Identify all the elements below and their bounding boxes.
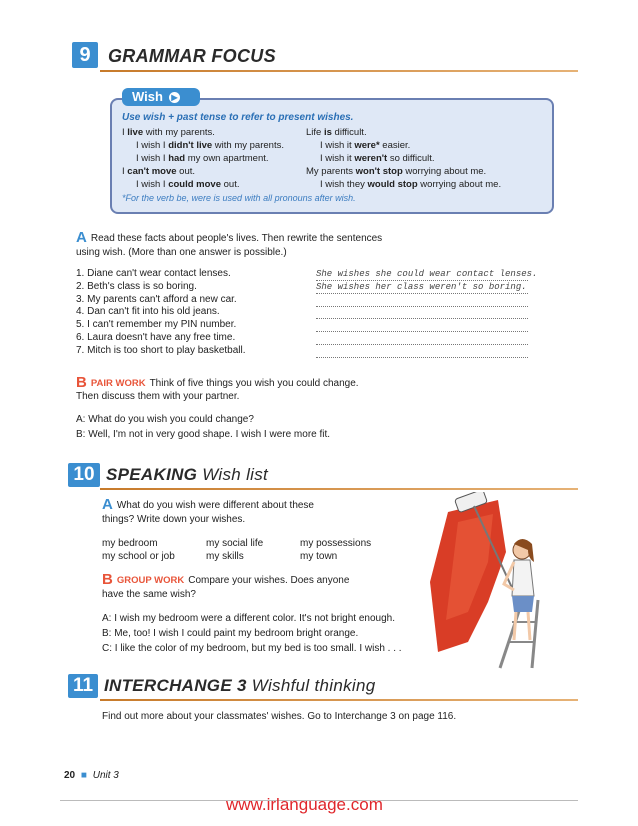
exercise-item: 1. Diane can't wear contact lenses.	[76, 268, 231, 279]
exercise-item: 3. My parents can't afford a new car.	[76, 293, 237, 305]
answer-line[interactable]	[316, 330, 528, 332]
grammar-example	[136, 153, 269, 164]
exercise-letter-b: B	[102, 571, 113, 588]
exercise-a-instructions	[76, 229, 383, 246]
answer-line[interactable]	[316, 356, 528, 358]
watermark-url: www.irlanguage.com	[226, 795, 383, 814]
group-work-label: GROUP WORK	[116, 575, 185, 586]
grammar-text: I wish they	[320, 179, 368, 190]
exercise-letter-a: A	[102, 496, 113, 513]
grammar-example	[122, 127, 215, 138]
section-11-title: INTERCHANGE 3	[104, 676, 247, 695]
exercise-10a-line1: What do you wish were different about these	[116, 500, 314, 511]
section-10-title: SPEAKING	[106, 465, 198, 484]
exercise-a-line1: Read these facts about people's lives. Then rewrite the sentences	[90, 233, 383, 244]
painting-illustration	[428, 492, 552, 670]
exercise-10b-line2: have the same wish?	[102, 589, 196, 600]
grammar-text: worrying about me.	[402, 166, 487, 177]
grammar-text: difficult.	[331, 127, 367, 138]
sample-answer: She wishes her class weren't so boring.	[316, 281, 527, 292]
section-10-subtitle: Wish list	[202, 465, 269, 484]
grammar-text: My parents	[306, 166, 356, 177]
grammar-example	[122, 166, 195, 177]
sample-answer: She wishes she could wear contact lenses.	[316, 269, 538, 279]
grammar-text: I wish I	[136, 153, 169, 164]
exercise-10b-instructions	[102, 571, 350, 588]
grammar-text: easier.	[379, 140, 411, 151]
exercise-letter-b: B	[76, 374, 87, 391]
grammar-tab	[122, 88, 200, 106]
grammar-example	[306, 166, 486, 177]
grammar-bold-verb: had	[168, 153, 186, 164]
grammar-example	[320, 140, 410, 151]
dialog-line-b: B: Well, I'm not in very good shape. I wish I were more fit.	[76, 429, 331, 440]
section-title-interchange	[104, 676, 375, 696]
exercise-b-line1: Think of five things you wish you could change.	[149, 378, 359, 389]
grammar-text: out.	[221, 179, 240, 190]
section-number-11: 11	[68, 674, 98, 698]
exercise-item: 2. Beth's class is so boring.	[76, 280, 197, 292]
section-11-subtitle: Wishful thinking	[251, 676, 376, 695]
grammar-example	[320, 179, 501, 190]
grammar-text: Life	[306, 127, 324, 138]
grammar-example	[306, 127, 367, 138]
grammar-example	[320, 153, 435, 164]
grammar-text: so difficult.	[387, 153, 435, 164]
answer-line[interactable]	[316, 343, 528, 345]
section-title-speaking	[106, 465, 268, 485]
grammar-text: I wish it	[320, 140, 355, 151]
grammar-text: I wish it	[320, 153, 355, 164]
exercise-a-line2: using wish. (More than one answer is possible.)	[76, 247, 287, 258]
section-number-10: 10	[68, 463, 100, 487]
topic-item: my bedroom	[102, 538, 158, 549]
audio-icon: ▶	[169, 92, 180, 103]
grammar-bold-verb: weren't	[354, 153, 388, 164]
grammar-bold-verb: live	[127, 127, 144, 138]
exercise-10b-line1: Compare your wishes. Does anyone	[188, 575, 350, 586]
answer-line[interactable]	[316, 317, 528, 319]
section-divider	[100, 488, 578, 490]
grammar-text: with my parents.	[143, 127, 215, 138]
exercise-item: 4. Dan can't fit into his old jeans.	[76, 306, 220, 318]
grammar-bold-verb: would stop	[367, 179, 418, 190]
exercise-b-line2: Then discuss them with your partner.	[76, 391, 240, 402]
grammar-example	[136, 140, 284, 151]
grammar-text: I	[122, 166, 128, 177]
pair-work-label: PAIR WORK	[90, 378, 146, 389]
unit-label: Unit 3	[92, 770, 119, 781]
grammar-bold-verb: didn't live	[168, 140, 213, 151]
section-divider	[100, 699, 578, 701]
exercise-item: 7. Mitch is too short to play basketball.	[76, 344, 246, 356]
dialog-line-a: A: I wish my bedroom were a different color. It's not bright enough.	[102, 613, 395, 624]
exercise-letter-a: A	[76, 229, 87, 246]
section-title-grammar-focus: GRAMMAR FOCUS	[108, 46, 276, 66]
page-footer	[64, 770, 119, 781]
exercise-item: 5. I can't remember my PIN number.	[76, 319, 237, 331]
grammar-text: out.	[176, 166, 196, 177]
section-number-9: 9	[72, 42, 98, 68]
dialog-line-c: C: I like the color of my bedroom, but my bed is too small. I wish . . .	[102, 643, 402, 654]
exercise-10a-line2: things? Write down your wishes.	[102, 514, 246, 525]
grammar-bold-verb: were*	[354, 140, 380, 151]
exercise-10a-instructions	[102, 496, 314, 513]
grammar-text: worrying about me.	[417, 179, 502, 190]
topic-item: my skills	[206, 551, 244, 562]
answer-line[interactable]	[316, 279, 528, 281]
dialog-line-a: A: What do you wish you could change?	[76, 414, 254, 425]
grammar-tab-label: Wish	[132, 89, 163, 104]
grammar-text: I	[122, 127, 128, 138]
page-number: 20	[64, 770, 76, 781]
answer-line[interactable]	[316, 305, 528, 307]
grammar-bold-verb: is	[323, 127, 332, 138]
grammar-bold-verb: can't move	[127, 166, 177, 177]
footer-bullet-icon: ■	[80, 770, 87, 781]
exercise-item: 6. Laura doesn't have any free time.	[76, 332, 236, 343]
interchange-instructions: Find out more about your classmates' wishes. Go to Interchange 3 on page 116.	[102, 711, 457, 722]
grammar-text: I wish I	[136, 179, 169, 190]
grammar-bold-verb: won't stop	[355, 166, 403, 177]
topic-item: my possessions	[300, 538, 372, 549]
grammar-text: my own apartment.	[185, 153, 269, 164]
topic-item: my town	[300, 551, 338, 562]
answer-line[interactable]	[316, 292, 528, 294]
grammar-rule: Use wish + past tense to refer to present wishes.	[122, 112, 354, 123]
grammar-text: I wish I	[136, 140, 169, 151]
topic-item: my school or job	[102, 551, 175, 562]
section-divider	[100, 70, 578, 72]
grammar-text: with my parents.	[212, 140, 284, 151]
grammar-bold-verb: could move	[168, 179, 221, 190]
grammar-example	[136, 179, 240, 190]
topic-item: my social life	[206, 538, 264, 549]
grammar-note: *For the verb be, were is used with all pronouns after wish.	[122, 193, 356, 203]
dialog-line-b: B: Me, too! I wish I could paint my bedroom bright orange.	[102, 628, 359, 639]
exercise-b-instructions	[76, 374, 359, 391]
